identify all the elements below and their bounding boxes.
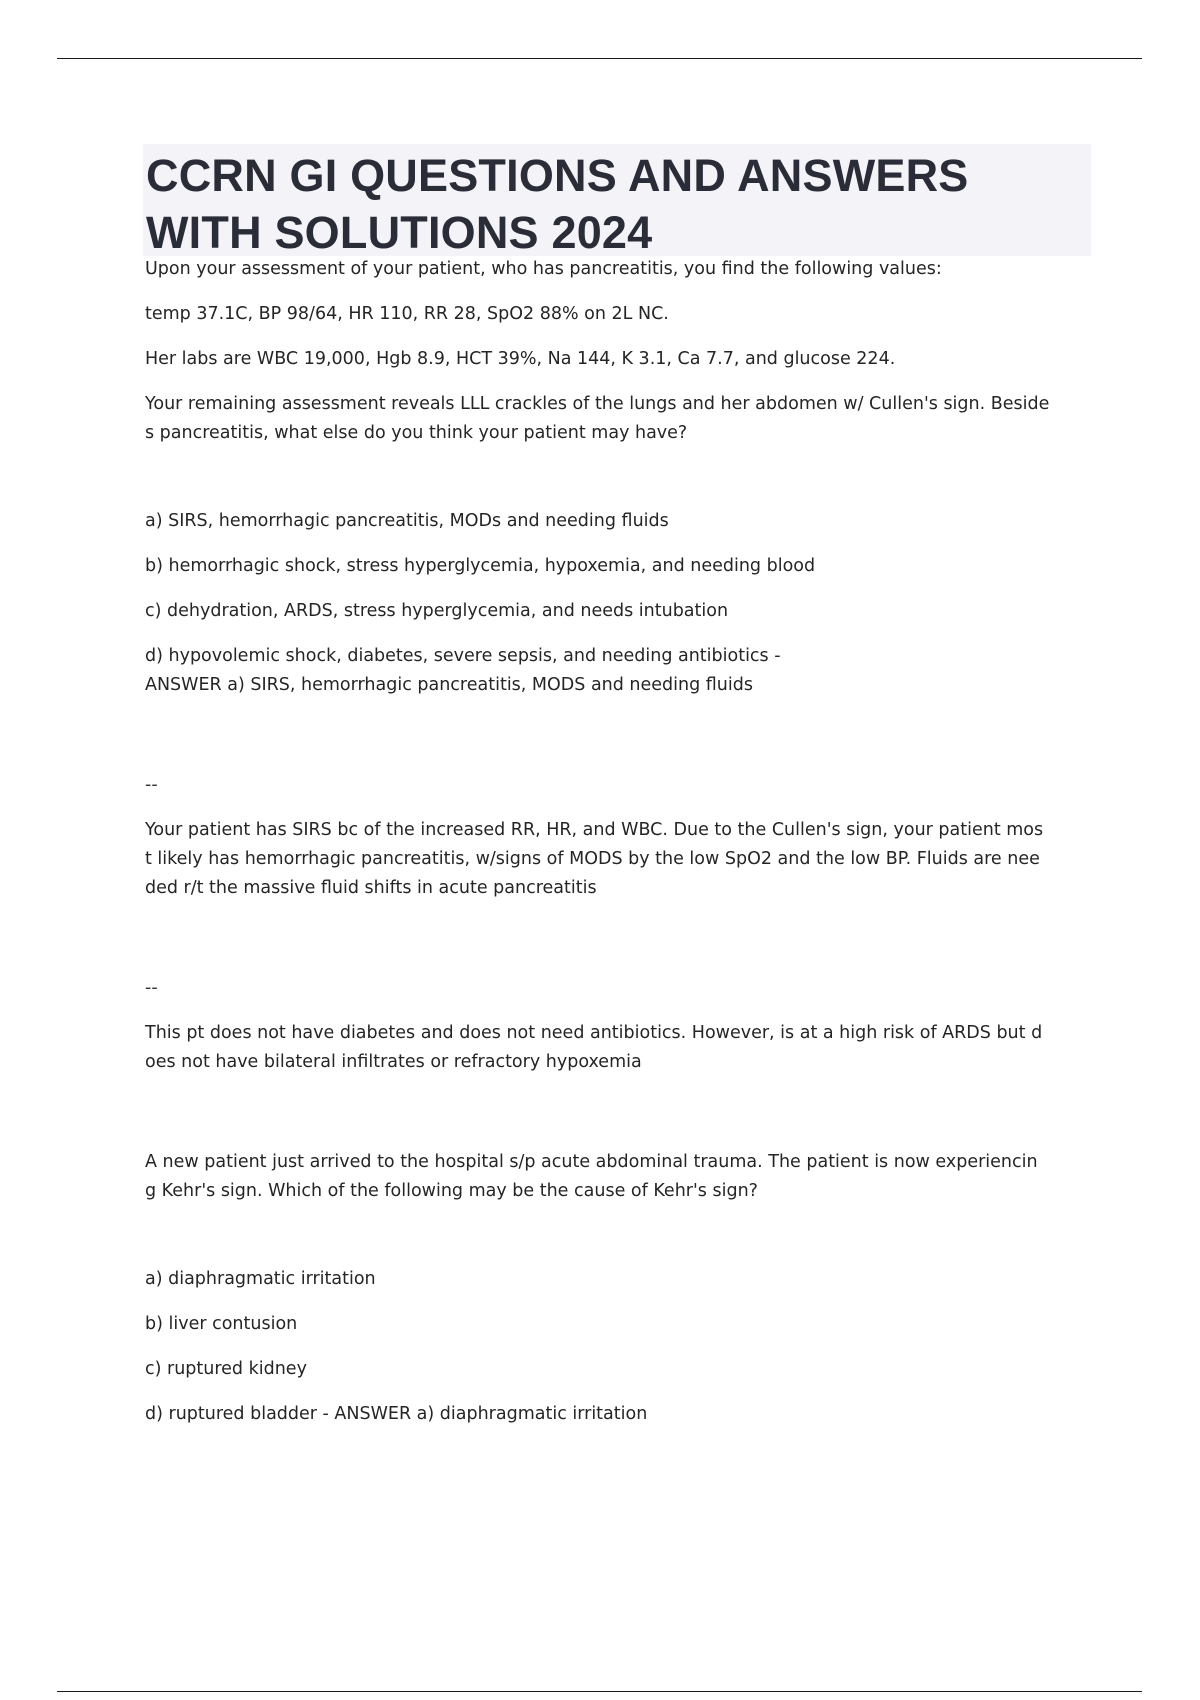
q2-stem: A new patient just arrived to the hospital s/p acute abdominal trauma. The patient is now experiencin g Kehr's sign. Which of the following may be the cause of Kehr's sign?: [145, 1152, 1038, 1201]
document-body: [145, 255, 1090, 1429]
page-top-rule: [57, 58, 1142, 59]
q2-option-c: c) ruptured kidney: [145, 1359, 307, 1379]
q1-vitals: temp 37.1C, BP 98/64, HR 110, RR 28, SpO2 88% on 2L NC.: [145, 304, 669, 324]
q1-option-c: c) dehydration, ARDS, stress hyperglycemia, and needs intubation: [145, 601, 729, 621]
q1-intro: Upon your assessment of your patient, who has pancreatitis, you find the following values:: [145, 259, 942, 279]
separator: --: [145, 978, 158, 998]
q1-stem: Your remaining assessment reveals LLL crackles of the lungs and her abdomen w/ Cullen's sign. Beside s pancreatitis, what else do you think your patient may have?: [145, 394, 1050, 443]
page-bottom-rule: [57, 1691, 1142, 1692]
q1-rationale-1: Your patient has SIRS bc of the increased RR, HR, and WBC. Due to the Cullen's sign, your patient mos t likely has hemorrhagic pancreatitis, w/signs of MODS by the low SpO2 and the low BP. Fluids are nee ded r/t the massive fluid shifts in acute pancreatitis: [145, 820, 1044, 898]
q1-option-d-answer: d) hypovolemic shock, diabetes, severe sepsis, and needing antibiotics - ANSWER a) SIRS, hemorrhagic pancreatitis, MODS and needing fluids: [145, 646, 781, 695]
q1-rationale-2: This pt does not have diabetes and does not need antibiotics. However, is at a high risk of ARDS but d oes not have bilateral infiltrates or refractory hypoxemia: [145, 1023, 1043, 1072]
q1-labs: Her labs are WBC 19,000, Hgb 8.9, HCT 39%, Na 144, K 3.1, Ca 7.7, and glucose 224.: [145, 349, 896, 369]
document-title: CCRN GI QUESTIONS AND ANSWERS WITH SOLUTIONS 2024: [146, 150, 969, 258]
q2-option-d-answer: d) ruptured bladder - ANSWER a) diaphragmatic irritation: [145, 1404, 648, 1424]
q1-option-a: a) SIRS, hemorrhagic pancreatitis, MODs and needing fluids: [145, 511, 669, 531]
q2-option-b: b) liver contusion: [145, 1314, 298, 1334]
separator: --: [145, 775, 158, 795]
q1-option-b: b) hemorrhagic shock, stress hyperglycemia, hypoxemia, and needing blood: [145, 556, 816, 576]
q2-option-a: a) diaphragmatic irritation: [145, 1269, 376, 1289]
